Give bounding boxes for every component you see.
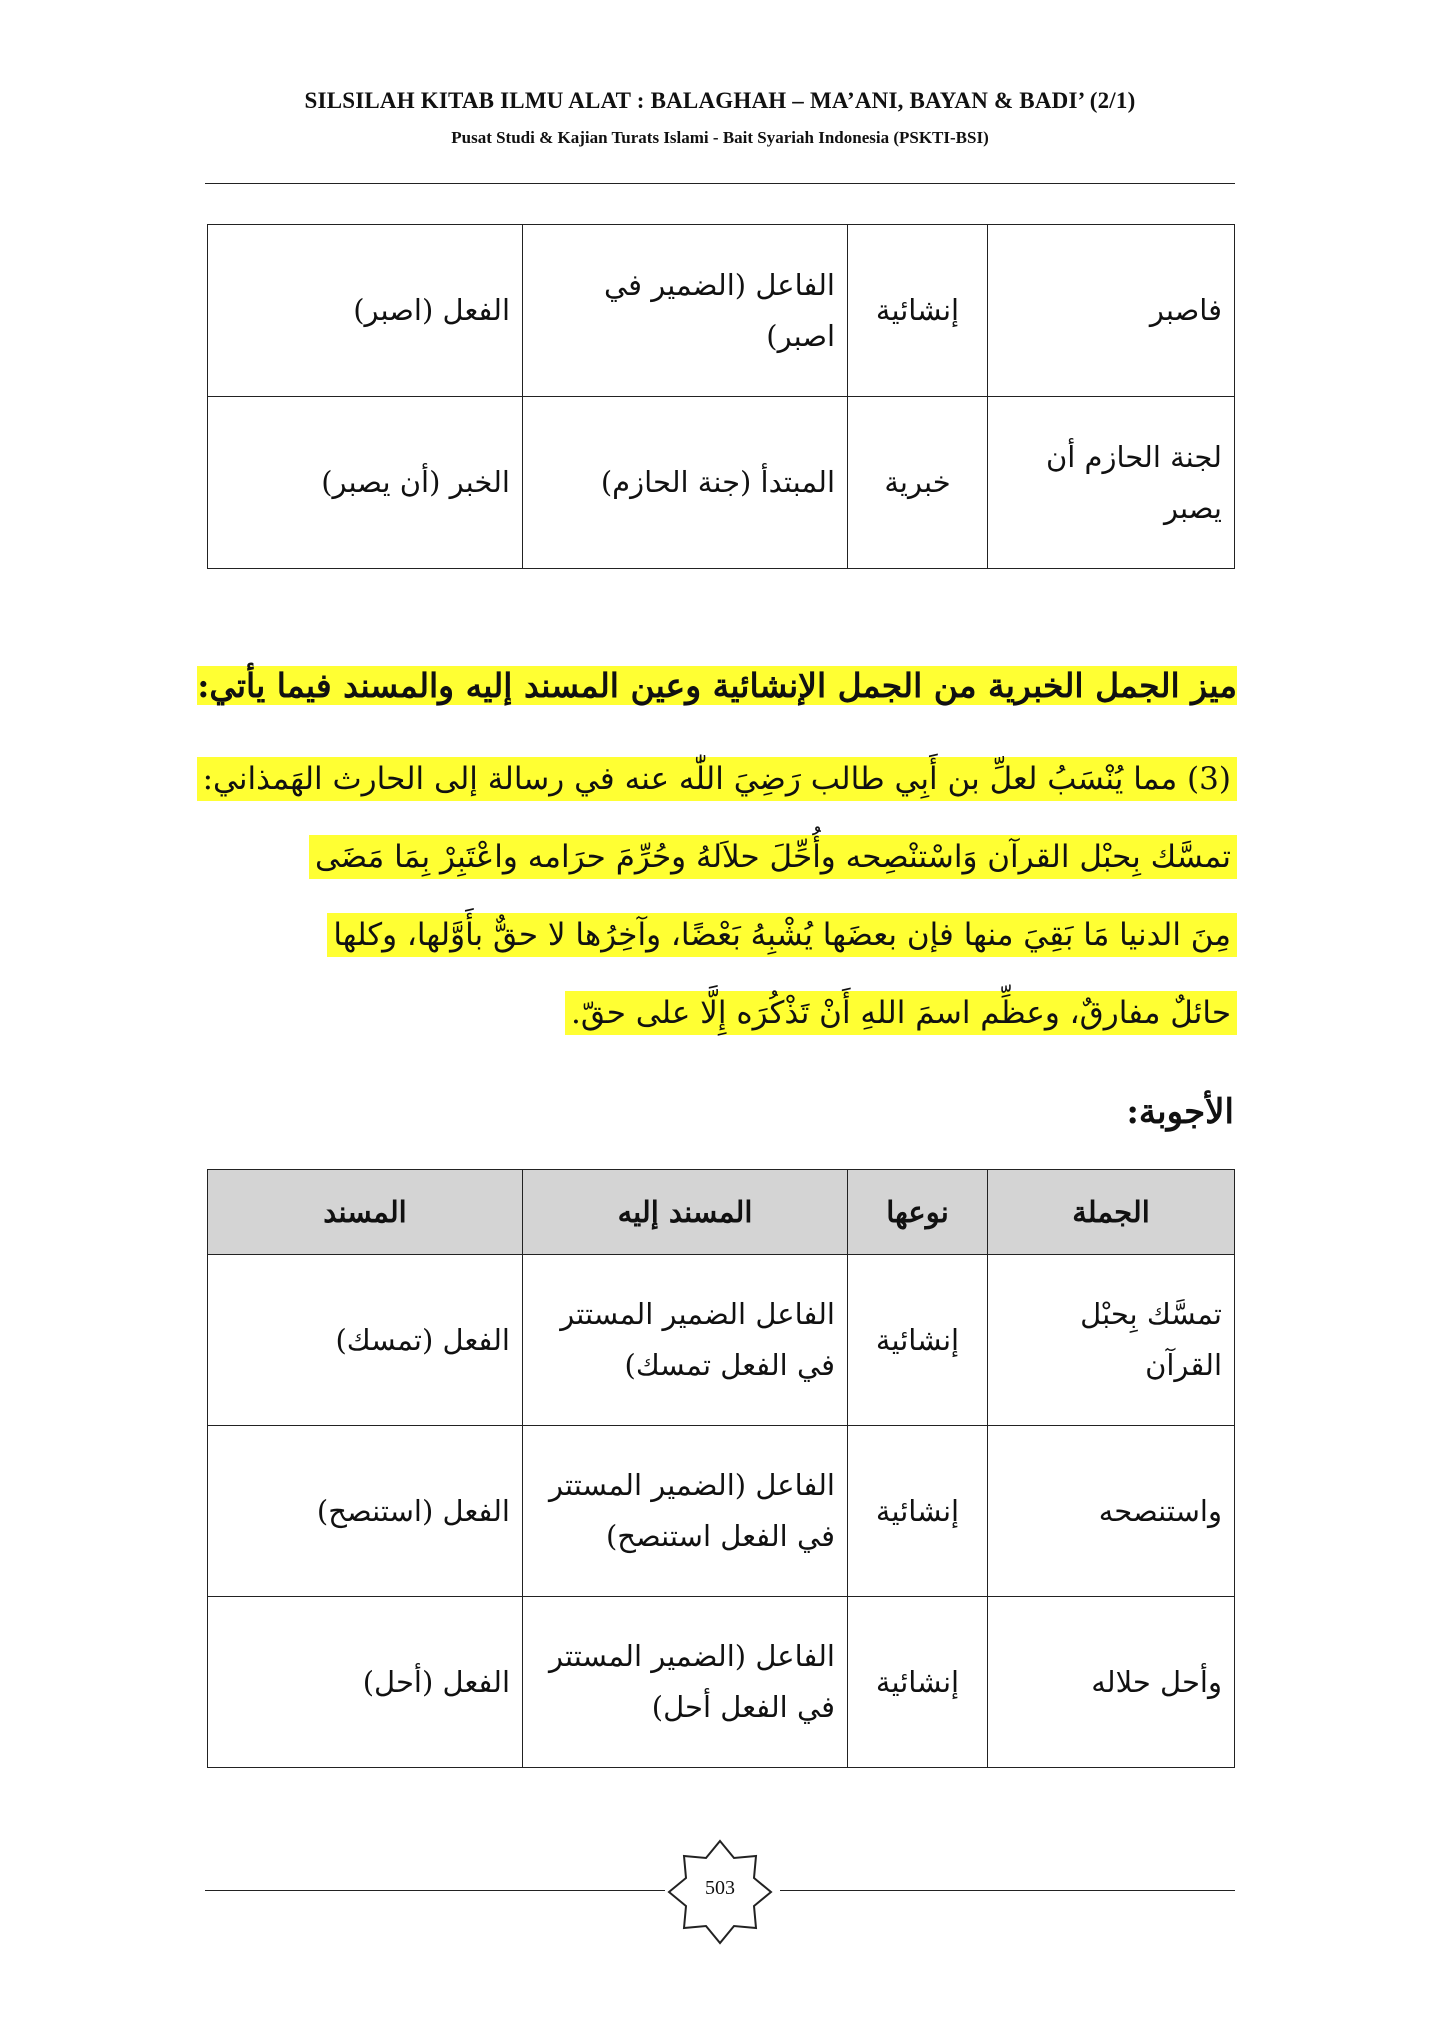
cell-type: خبرية (848, 397, 988, 569)
cell-musnad: الفعل (أحل) (208, 1597, 523, 1768)
cell-jumla: واستنصحه (988, 1426, 1235, 1597)
cell-musnad: الخبر (أن يصبر) (208, 397, 523, 569)
header-musnad-ilayh: المسند إليه (523, 1170, 848, 1255)
cell-musnad-ilayh: الفاعل (الضمير في اصبر) (523, 225, 848, 397)
cell-jumla: فاصبر (988, 225, 1235, 397)
header-musnad: المسند (208, 1170, 523, 1255)
cell-musnad-ilayh: المبتدأ (جنة الحازم) (523, 397, 848, 569)
cell-type: إنشائية (848, 1426, 988, 1597)
cell-musnad-ilayh: الفاعل (الضمير المستتر في الفعل استنصح) (523, 1426, 848, 1597)
cell-musnad: الفعل (استنصح) (208, 1426, 523, 1597)
table-row (208, 1426, 1235, 1597)
cell-jumla: لجنة الحازم أن يصبر (988, 397, 1235, 569)
cell-musnad-ilayh: الفاعل (الضمير المستتر في الفعل أحل) (523, 1597, 848, 1768)
table-row (208, 1597, 1235, 1768)
cell-musnad: الفعل (تمسك) (208, 1255, 523, 1426)
footer-divider-right (780, 1890, 1235, 1891)
cell-jumla: تمسَّك بِحبْل القرآن (988, 1255, 1235, 1426)
footer-divider-left (205, 1890, 665, 1891)
cell-musnad-ilayh: الفاعل الضمير المستتر في الفعل تمسك) (523, 1255, 848, 1426)
exercise-passage (192, 740, 1237, 1052)
cell-jumla: وأحل حلاله (988, 1597, 1235, 1768)
page-number: 503 (705, 1877, 735, 1899)
top-analysis-table (207, 224, 1235, 569)
header-type: نوعها (848, 1170, 988, 1255)
cell-type: إنشائية (848, 1597, 988, 1768)
table-row (208, 1255, 1235, 1426)
instruction-text: ميز الجمل الخبرية من الجمل الإنشائية وعين المسند إليه والمسند فيما يأتي: (197, 666, 1237, 705)
header-divider (205, 183, 1235, 184)
passage-line-3: مِنَ الدنيا مَا بَقِيَ منها فإن بعضَها يُشْبِهُ بَعْضًا، وآخِرُها لا حقٌّ بأَوَّلها، وكلها (327, 913, 1237, 957)
header-title: SILSILAH KITAB ILMU ALAT : BALAGHAH – MA’ANI, BAYAN & BADI’ (2/1) (304, 88, 1136, 113)
exercise-instruction (197, 655, 1237, 717)
passage-line-2: تمسَّك بِحبْل القرآن وَاسْتنْصِحه وأُحِّلَ حلاَلهُ وحُرِّمَ حرَامه واعْتَبِرْ بِمَا مَضَى (309, 835, 1237, 879)
table-header-row (208, 1170, 1235, 1255)
page-header (205, 88, 1235, 148)
cell-type: إنشائية (848, 1255, 988, 1426)
table-row (208, 397, 1235, 569)
answers-heading: الأجوبة: (1126, 1092, 1234, 1132)
cell-type: إنشائية (848, 225, 988, 397)
passage-line-4: حائلٌ مفارقٌ، وعظِّم اسمَ اللهِ أَنْ تَذْكُرَه إِلَّا على حقّ. (565, 991, 1237, 1035)
header-subtitle: Pusat Studi & Kajian Turats Islami - Bait Syariah Indonesia (PSKTI-BSI) (451, 128, 989, 147)
passage-line-1: (3) مما يُنْسَبُ لعلِّ بن أَبِي طالب رَضِيَ اللّٰه عنه في رسالة إلى الحارث الهَمذاني: (197, 757, 1237, 801)
answers-table (207, 1169, 1235, 1768)
table-row (208, 225, 1235, 397)
header-jumla: الجملة (988, 1170, 1235, 1255)
cell-musnad: الفعل (اصبر) (208, 225, 523, 397)
